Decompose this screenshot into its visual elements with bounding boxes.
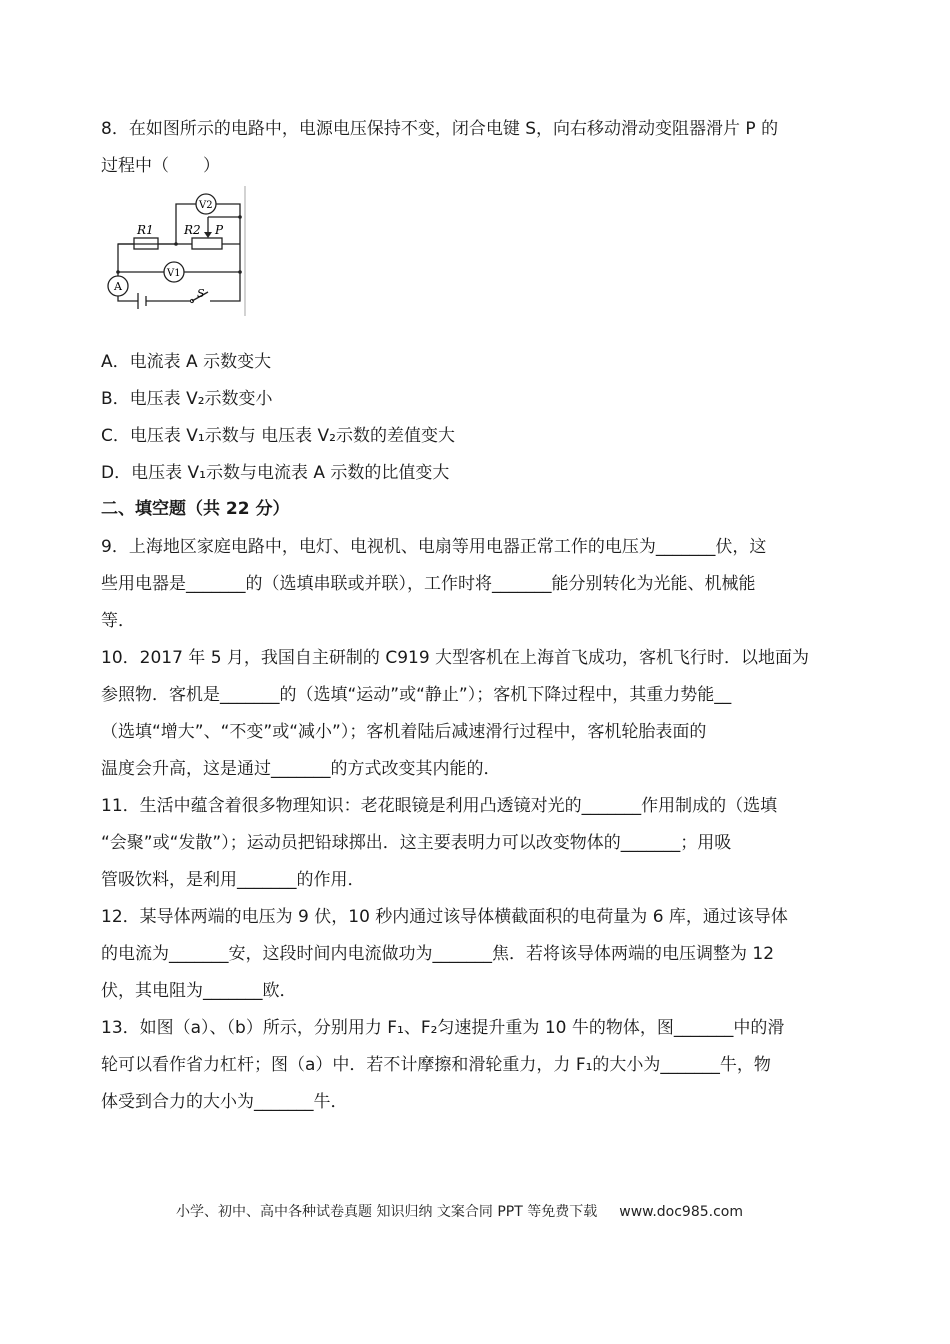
text-line: “会聚”或“发散”）；运动员把铅球掷出．这主要表明力可以改变物体的_______；用吸 — [101, 833, 732, 853]
p-label: P — [215, 223, 224, 237]
v2-meter-label: V2 — [199, 200, 213, 211]
q8-stem-line-1: 8．在如图所示的电路中，电源电压保持不变，闭合电键 S，向右移动滑动变阻器滑片 P 的 — [101, 119, 779, 139]
page-footer — [176, 1202, 743, 1222]
switch-label: S — [197, 287, 205, 300]
text-line: （选填“增大”、“不变”或“减小”）；客机着陆后减速滑行过程中，客机轮胎表面的 — [101, 722, 707, 742]
text-line: 管吸饮料，是利用_______的作用． — [101, 870, 365, 890]
q8-option-b: B．电压表 V₂示数变小 — [101, 389, 273, 409]
v1-meter-label: V1 — [167, 268, 181, 279]
footer-link[interactable]: www.doc985.com — [619, 1204, 743, 1220]
q8-stem-line-2: 过程中（ ） — [101, 156, 220, 176]
text-line: 9．上海地区家庭电路中，电灯、电视机、电扇等用电器正常工作的电压为_______伏，这 — [101, 537, 767, 557]
text-line: 体受到合力的大小为_______牛． — [101, 1092, 348, 1112]
text-line: 轮可以看作省力杠杆；图（a）中．若不计摩擦和滑轮重力，力 F₁的大小为_______牛，物 — [101, 1055, 771, 1075]
q8-option-d: D．电压表 V₁示数与电流表 A 示数的比值变大 — [101, 463, 450, 483]
text-line: 参照物．客机是_______的（选填“运动”或“静止”）；客机下降过程中，其重力势能__ — [101, 685, 732, 705]
ammeter-label: A — [114, 280, 122, 293]
r1-label: R1 — [137, 223, 154, 237]
text-line: 伏，其电阻为_______欧． — [101, 981, 297, 1001]
text-line: 11．生活中蕴含着很多物理知识：老花眼镜是利用凸透镜对光的_______作用制成的（选填 — [101, 796, 778, 816]
footer-text: 小学、初中、高中各种试卷真题 知识归纳 文案合同 PPT 等免费下载 — [176, 1204, 598, 1220]
text-line: 温度会升高，这是通过_______的方式改变其内能的． — [101, 759, 501, 779]
text-line: 12．某导体两端的电压为 9 伏，10 秒内通过该导体横截面积的电荷量为 6 库，通过该导体 — [101, 907, 788, 927]
text-line: 13．如图（a）、（b）所示，分别用力 F₁、F₂匀速提升重为 10 牛的物体，图_______中的滑 — [101, 1018, 785, 1038]
r2-label: R2 — [184, 223, 201, 237]
text-line: 10．2017 年 5 月，我国自主研制的 C919 大型客机在上海首飞成功，客机飞行时．以地面为 — [101, 648, 810, 668]
section-title: 二、填空题（共 22 分） — [101, 499, 290, 519]
circuit-diagram — [100, 184, 250, 322]
text-line: 的电流为_______安，这段时间内电流做功为_______焦．若将该导体两端的电压调整为 12 — [101, 944, 775, 964]
q8-option-a: A．电流表 A 示数变大 — [101, 352, 272, 372]
text-line: 等． — [101, 611, 135, 631]
q8-option-c: C．电压表 V₁示数与 电压表 V₂示数的差值变大 — [101, 426, 455, 446]
text-line: 些用电器是_______的（选填串联或并联），工作时将_______能分别转化为光能、机械能 — [101, 574, 756, 594]
